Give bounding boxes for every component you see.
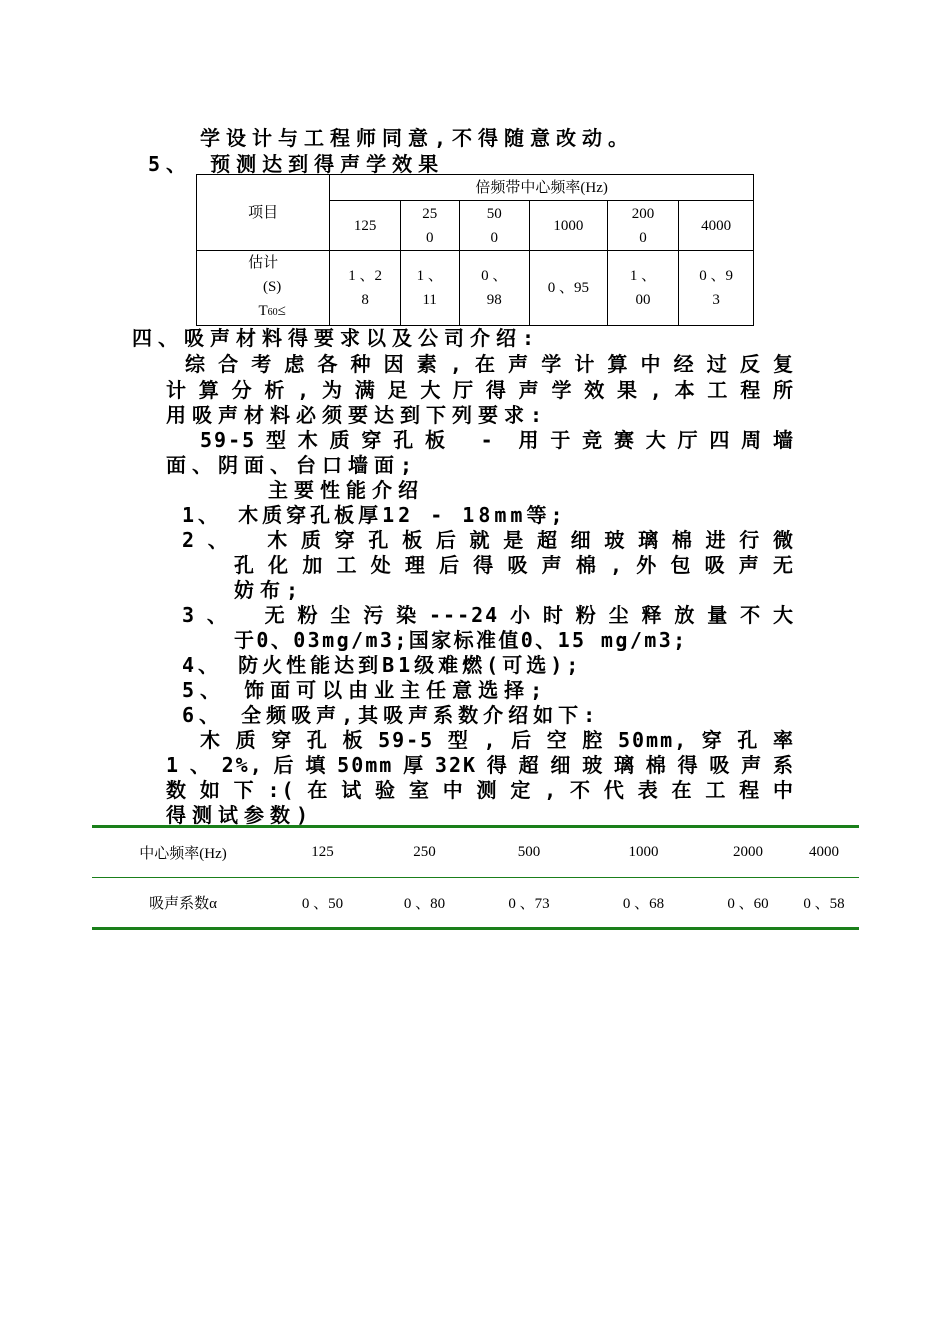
freq-cell: 4000 [679, 201, 754, 251]
freq-cell: 2000 [707, 827, 789, 878]
text-line: 用吸声材料必须要达到下列要求: [166, 403, 549, 427]
list-item: 3、 无粉尘污染---24小时粉尘释放量不大 [182, 603, 795, 627]
freq-cell: 1000 [580, 827, 707, 878]
value-cell: 0 、95 [530, 251, 608, 326]
freq-cell: 250 [371, 827, 478, 878]
text-line: 孔化加工处理后得吸声棉,外包吸声无 [234, 553, 795, 577]
freq-cell: 1000 [530, 201, 608, 251]
freq-header: 倍频带中心频率(Hz) [330, 175, 754, 201]
freq-cell: 25 0 [400, 201, 459, 251]
freq-cell: 50 0 [459, 201, 530, 251]
list-item: 4、 防火性能达到B1级难燃(可选); [182, 653, 583, 677]
table-row [92, 878, 859, 929]
row-label: 吸声系数α [149, 896, 217, 912]
text-line: 木质穿孔板59-5型,后空腔50mm,穿孔率 [200, 728, 795, 752]
text-line: 学设计与工程师同意,不得随意改动。 [200, 126, 635, 150]
section-heading: 5、 预测达到得声学效果 [148, 152, 445, 176]
text-line: 于0、03mg/m3;国家标准值0、15 mg/m3; [234, 628, 688, 652]
coefficient-cell: 0 、58 [803, 896, 845, 912]
value-cell: 1 、 00 [607, 251, 679, 326]
table-row [92, 827, 859, 878]
list-item: 6、 全频吸声,其吸声系数介绍如下: [182, 703, 601, 727]
list-item: 5、 饰面可以由业主任意选择; [182, 678, 549, 702]
value-cell: 0 、 98 [459, 251, 530, 326]
text-line: 妨布; [234, 578, 305, 602]
value-cell: 0 、9 3 [679, 251, 754, 326]
freq-cell: 125 [274, 827, 371, 878]
list-item: 1、 木质穿孔板厚12 - 18mm等; [182, 503, 567, 527]
row-label: 估计 (S) T60≤ [197, 251, 330, 326]
item-label: 项目 [197, 175, 330, 251]
value-cell: 1 、2 8 [330, 251, 401, 326]
coefficient-cell: 0 、60 [727, 896, 769, 912]
absorption-table [92, 825, 859, 930]
text-line: 1、2%,后填50mm厚32K得超细玻璃棉得吸声系 [166, 753, 795, 777]
text-line: 数如下:(在试验室中测定,不代表在工程中 [166, 778, 795, 802]
freq-cell: 200 0 [607, 201, 679, 251]
coefficient-cell: 0 、73 [508, 896, 550, 912]
freq-cell: 4000 [789, 827, 859, 878]
list-item: 2、 木质穿孔板后就是超细玻璃棉进行微 [182, 528, 795, 552]
value-cell: 1 、 11 [400, 251, 459, 326]
reverberation-table [196, 174, 754, 326]
freq-cell: 500 [478, 827, 580, 878]
text-line: 面、阴面、台口墙面; [166, 453, 419, 477]
coefficient-cell: 0 、80 [403, 896, 446, 912]
text-line: 59-5型木质穿孔板 - 用于竞赛大厅四周墙 [200, 428, 795, 452]
freq-cell: 125 [330, 201, 401, 251]
text-line: 得测试参数) [166, 803, 315, 827]
coefficient-cell: 0 、50 [301, 896, 344, 912]
row-label: 中心频率(Hz) [92, 827, 274, 878]
text-line: 综合考虑各种因素,在声学计算中经过反复 [185, 352, 795, 376]
text-line: 计算分析,为满足大厅得声学效果,本工程所 [166, 378, 795, 402]
text-line: 主要性能介绍 [268, 478, 424, 502]
coefficient-cell: 0 、68 [622, 896, 665, 912]
section-heading: 四、吸声材料得要求以及公司介绍: [132, 326, 541, 350]
